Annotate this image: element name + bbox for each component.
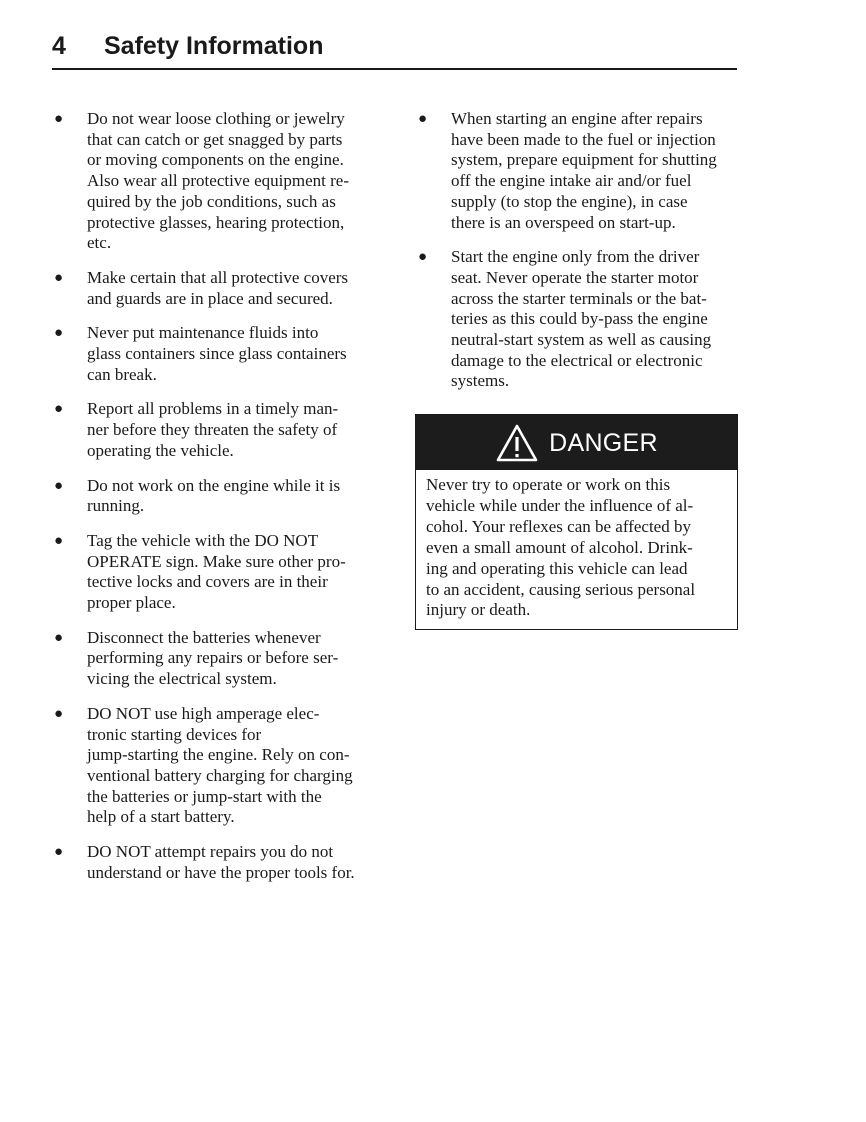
danger-header bbox=[416, 415, 737, 470]
bullet-icon: ● bbox=[54, 269, 64, 286]
right-bullet-list bbox=[416, 109, 746, 392]
bullet-icon: ● bbox=[54, 401, 64, 418]
list-item: ● Do not wear loose clothing or jewelry that can catch or get snagged by parts or moving components on the engine. Also wear all protective equipment re- quired by the job conditions, such as protective glasses, hearing protection, etc. bbox=[54, 109, 349, 253]
list-item: ● DO NOT use high amperage elec- tronic starting devices for jump-starting the engine. Rely on con- ventional battery charging for charging the batteries or jump-start with the help of a start battery. bbox=[54, 703, 353, 827]
danger-box bbox=[415, 414, 738, 630]
bullet-icon: ● bbox=[418, 249, 428, 266]
list-item: ● Do not work on the engine while it is running. bbox=[54, 475, 341, 516]
left-column bbox=[52, 109, 382, 898]
list-item: ● When starting an engine after repairs have been made to the fuel or injection system, prepare equipment for shutting off the engine intake air and/or fuel supply (to stop the engine), in case there is an overspeed on start-up. bbox=[418, 109, 717, 232]
list-item: ● Never put maintenance fluids into glass containers since glass containers can break. bbox=[54, 323, 347, 384]
list-item: ● DO NOT attempt repairs you do not understand or have the proper tools for. bbox=[54, 842, 355, 882]
bullet-icon: ● bbox=[54, 844, 64, 861]
bullet-icon: ● bbox=[54, 111, 64, 127]
page-header bbox=[52, 30, 737, 70]
bullet-icon: ● bbox=[418, 111, 428, 127]
list-item: ● Report all problems in a timely man- ner before they threaten the safety of operating the vehicle. bbox=[54, 399, 339, 460]
list-item: ● Disconnect the batteries whenever performing any repairs or before ser- vicing the electrical system. bbox=[54, 627, 339, 689]
right-column bbox=[416, 109, 746, 406]
danger-message: Never try to operate or work on this vehicle while under the influence of al- cohol. Your reflexes can be affected by even a small amount of alcohol. Drink- ing and operating this vehicle can lead to an accident, causing serious personal injury or death. bbox=[426, 475, 696, 620]
bullet-icon: ● bbox=[54, 477, 64, 494]
bullet-icon: ● bbox=[54, 532, 64, 549]
page-title: Safety Information bbox=[104, 32, 324, 60]
list-item: ● Tag the vehicle with the DO NOT OPERATE sign. Make sure other pro- tective locks and covers are in their proper place. bbox=[54, 530, 346, 613]
left-bullet-list bbox=[52, 109, 382, 884]
bullet-icon: ● bbox=[54, 629, 64, 646]
danger-label: DANGER bbox=[549, 428, 658, 457]
page-number: 4 bbox=[52, 32, 66, 60]
list-item: ● Make certain that all protective covers and guards are in place and secured. bbox=[54, 267, 349, 308]
bullet-icon: ● bbox=[54, 325, 64, 342]
bullet-icon: ● bbox=[54, 705, 64, 722]
list-item: ● Start the engine only from the driver seat. Never operate the starter motor across the starter terminals or the bat- teries as this could by-pass the engine neutral-start system as well as causing damage to the electrical or electronic systems. bbox=[418, 247, 712, 391]
warning-triangle-icon bbox=[495, 423, 539, 463]
